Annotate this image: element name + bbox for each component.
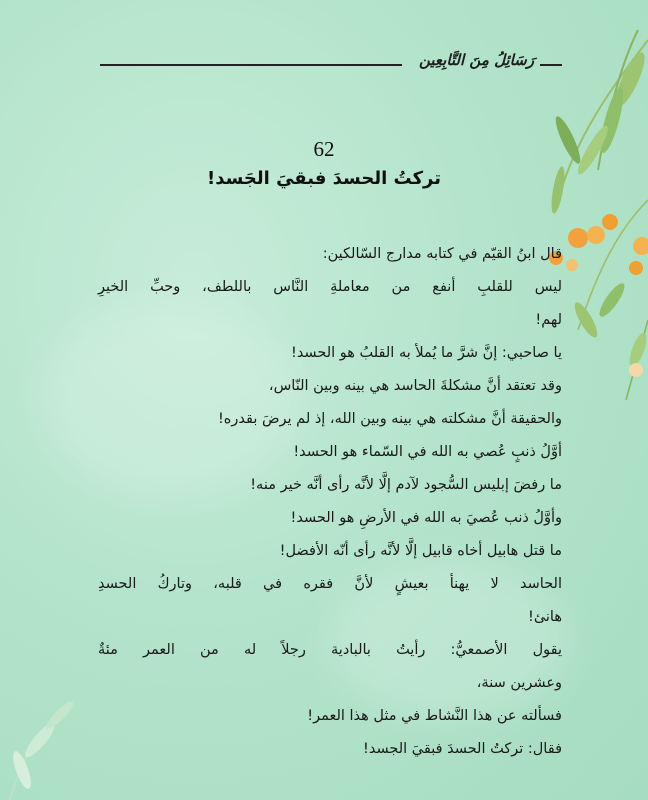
page-number: 62 xyxy=(313,137,335,161)
foliage-decoration-bottom xyxy=(0,660,90,800)
header-dash xyxy=(540,64,562,66)
header-rule xyxy=(100,64,402,66)
text-line: والحقيقة أنَّ مشكلته هي بينه وبين الله، إذ لم يرضَ بقدره! xyxy=(217,411,562,427)
text-line: ما قتل هابيل أخاه قابيل إلَّا لأنَّه رأى أنّه الأفضل! xyxy=(279,543,562,559)
text-line: وعشرين سنة، xyxy=(476,675,562,691)
text-line: يا صاحبي: إنَّ شرَّ ما يُملأ به القلبُ هو الحسد! xyxy=(291,345,562,361)
text-line: الحاسد لا يهنأ بعيشٍ لأنَّ فقره في قلبه، وتاركُ الحسدِ xyxy=(98,576,562,592)
book-title: رَسَائِلُ مِنَ التَّابِعِين xyxy=(418,51,534,69)
text-line: وقد تعتقد أنَّ مشكلةَ الحاسد هي بينه وبين النّاس، xyxy=(268,378,562,394)
text-line: قال ابنُ القيّم في كتابه مدارج السّالكين: xyxy=(322,246,562,262)
text-line: فسألته عن هذا النَّشاط في مثل هذا العمر! xyxy=(307,708,562,724)
body-text xyxy=(98,238,562,766)
text-line: أوَّلُ ذنبٍ عُصي به الله في السّماء هو الحسد! xyxy=(293,444,562,460)
running-header xyxy=(100,48,562,78)
text-line: ما رفضَ إبليس السُّجود لآدم إلَّا لأنَّه رأى أنَّه خير منه! xyxy=(250,477,562,493)
text-line: هانئ! xyxy=(528,609,562,625)
text-line: ليس للقلبِ أنفع من معاملةِ النَّاس باللطف، وحبِّ الخيرِ xyxy=(98,279,562,295)
text-line: فقال: تركتُ الحسدَ فبقيَ الجسد! xyxy=(363,741,562,757)
text-line: لهم! xyxy=(535,312,562,328)
chapter-title: تركتُ الحسدَ فبقيَ الجَسد! xyxy=(206,168,442,189)
text-line: وأوَّلُ ذنب عُصيَ به الله في الأرضِ هو الحسد! xyxy=(290,510,562,526)
text-line: يقول الأصمعيُّ: رأيتُ بالبادية رجلاً له من العمر مئةٌ xyxy=(98,642,562,658)
